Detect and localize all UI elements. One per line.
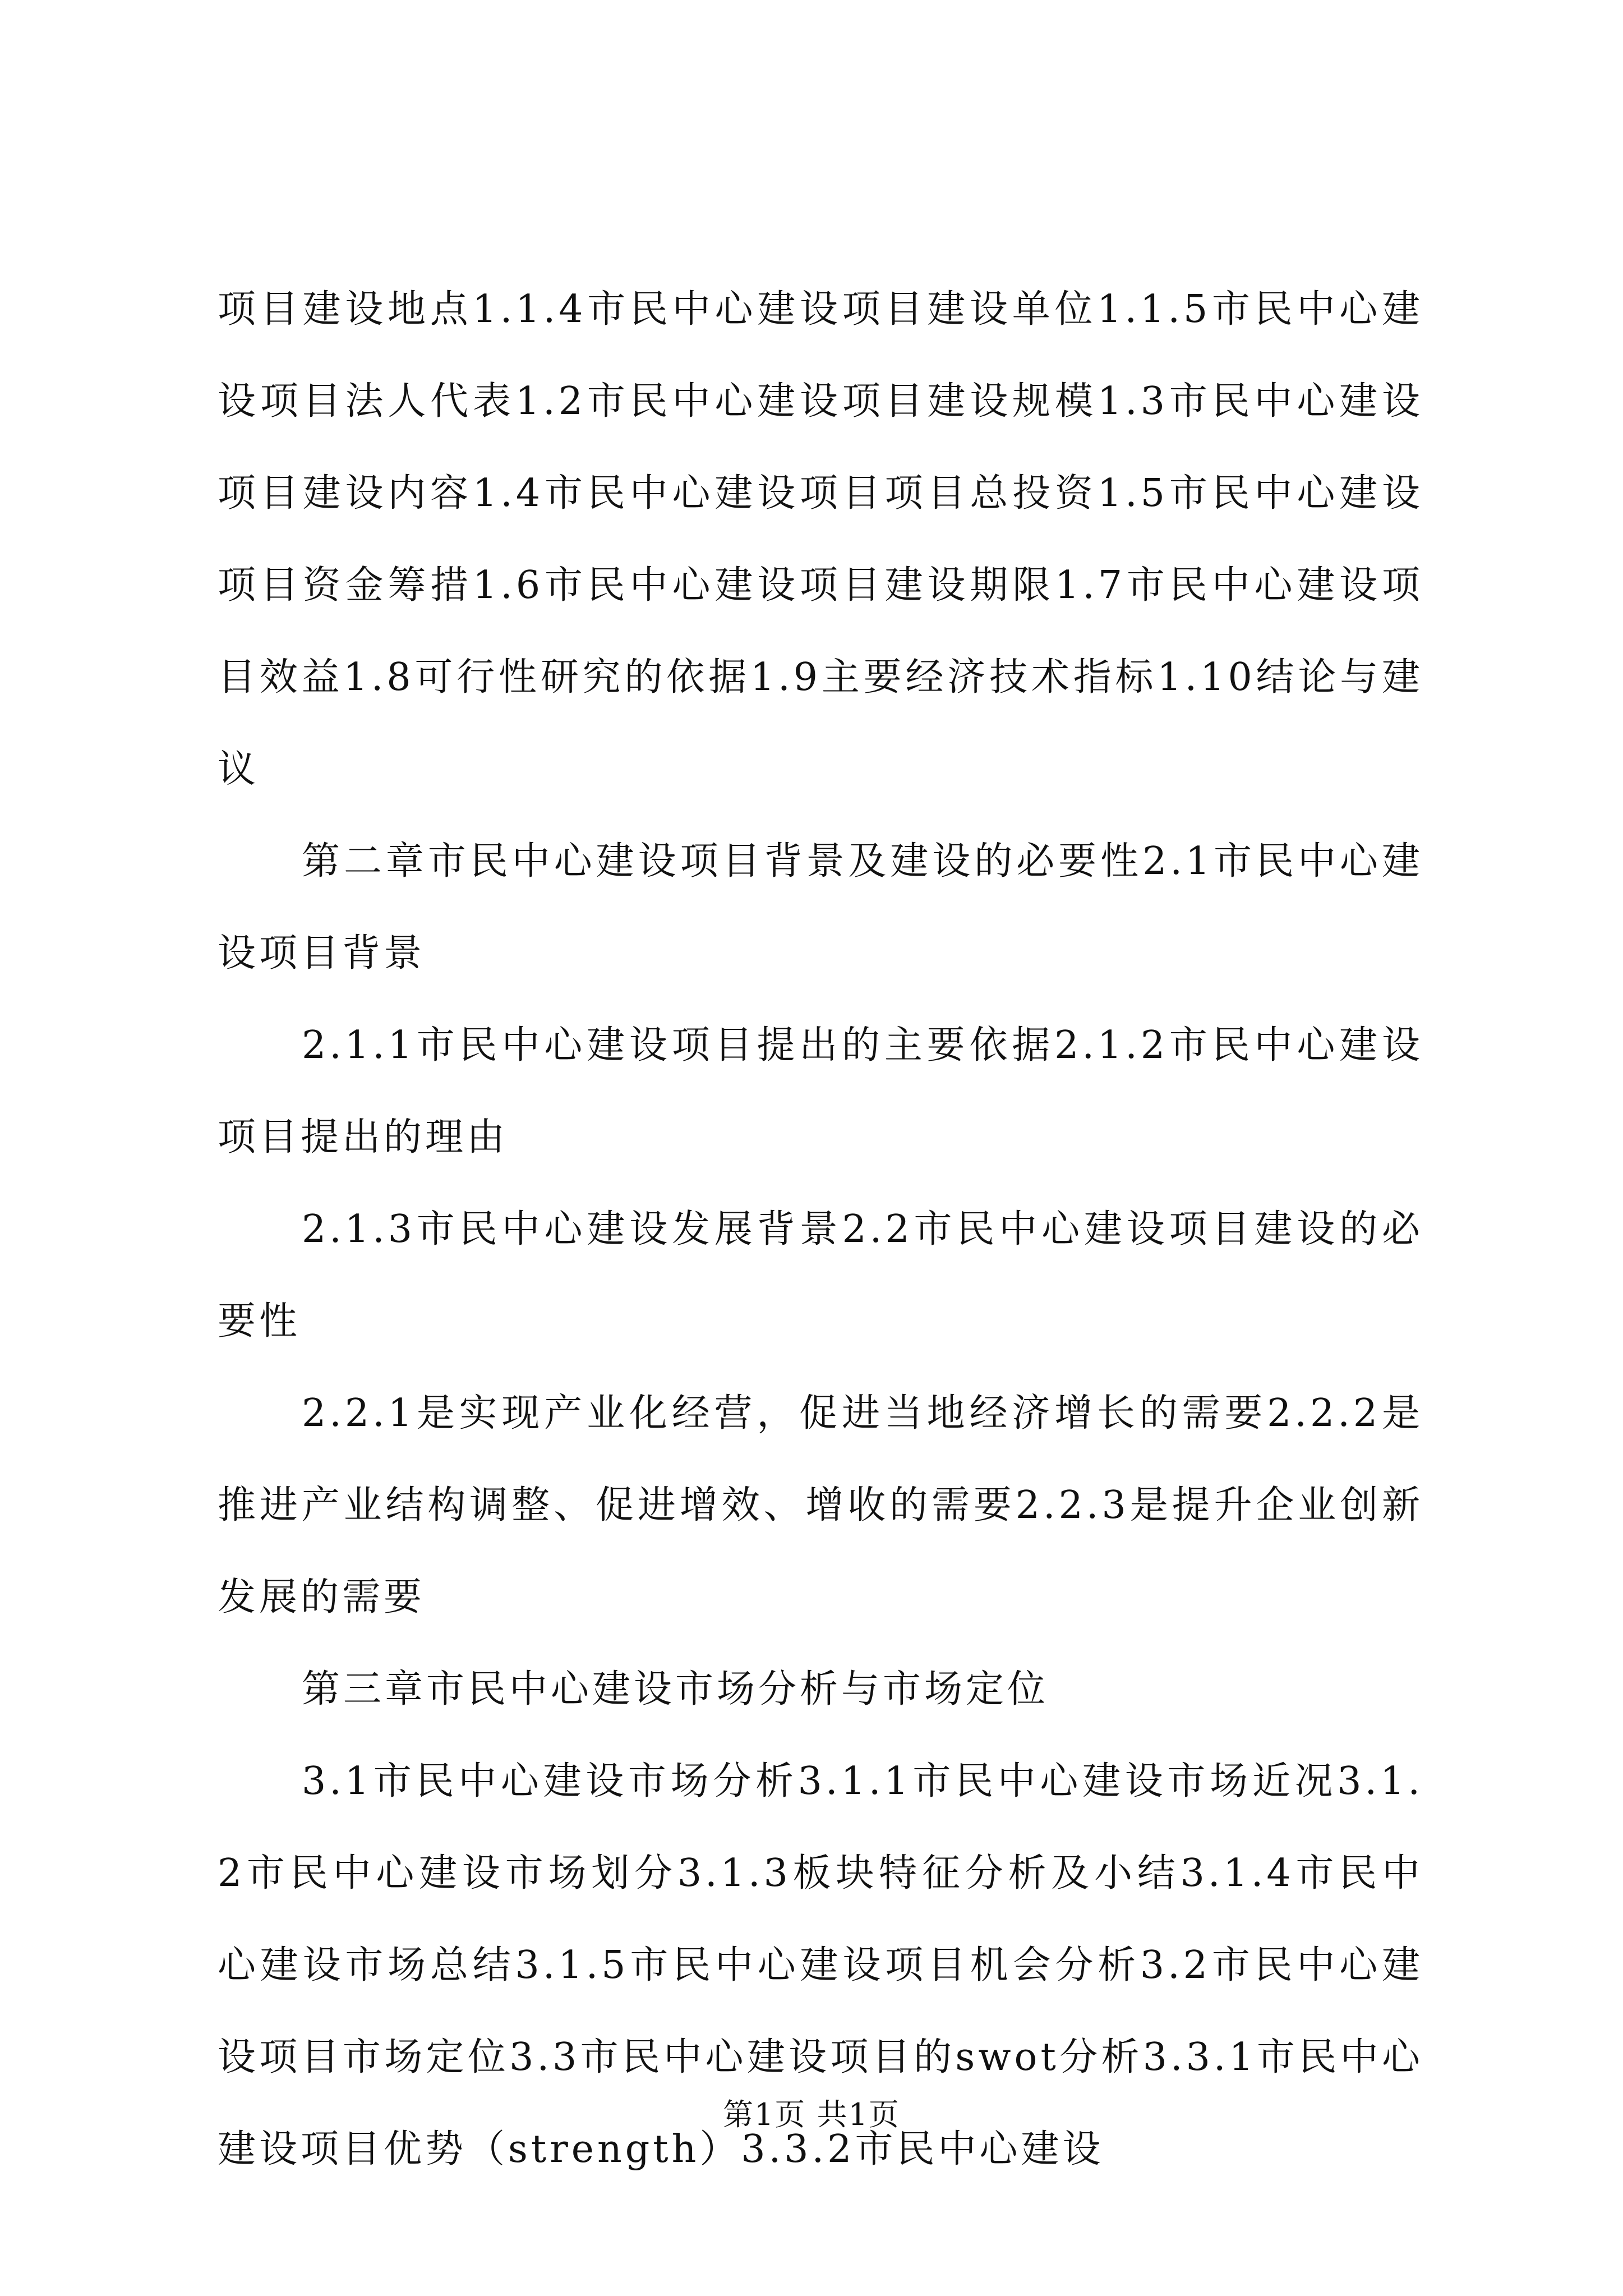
page-footer-number: 第1页 共1页 [723,2097,900,2132]
paragraph-1-toc-chapter-one: 项目建设地点1.1.4市民中心建设项目建设单位1.1.5市民中心建设项目法人代表1.2市民中心建设项目建设规模1.3市民中心建设项目建设内容1.4市民中心建设项目项目总投资1.5市民中心建设项目资金筹措1.6市民中心建设项目建设期限1.7市民中心建设项目效益1.8可行性研究的依据1.9主要经济技术指标1.10结论与建议 [218,287,1423,792]
paragraph-5-section-2-2: 2.2.1是实现产业化经营，促进当地经济增长的需要2.2.2是推进产业结构调整、促进增效、增收的需要2.2.3是提升企业创新发展的需要 [218,1391,1423,1619]
document-body [218,264,1423,2196]
paragraph-6-chapter-three-title: 第三章市民中心建设市场分析与市场定位 [302,1667,1049,1711]
paragraph-2-chapter-two-title: 第二章市民中心建设项目背景及建设的必要性2.1市民中心建设项目背景 [218,839,1423,976]
paragraph-4-section-2-1-3: 2.1.3市民中心建设发展背景2.2市民中心建设项目建设的必要性 [218,1207,1423,1343]
paragraph-3-section-2-1: 2.1.1市民中心建设项目提出的主要依据2.1.2市民中心建设项目提出的理由 [218,1023,1423,1159]
paragraph-7-section-3: 3.1市民中心建设市场分析3.1.1市民中心建设市场近况3.1.2市民中心建设市场划分3.1.3板块特征分析及小结3.1.4市民中心建设市场总结3.1.5市民中心建设项目机会分析3.2市民中心建设项目市场定位3.3市民中心建设项目的swot分析3.3.1市民中心建设项目优势（strength）3.3.2市民中心建设 [218,1759,1423,2171]
